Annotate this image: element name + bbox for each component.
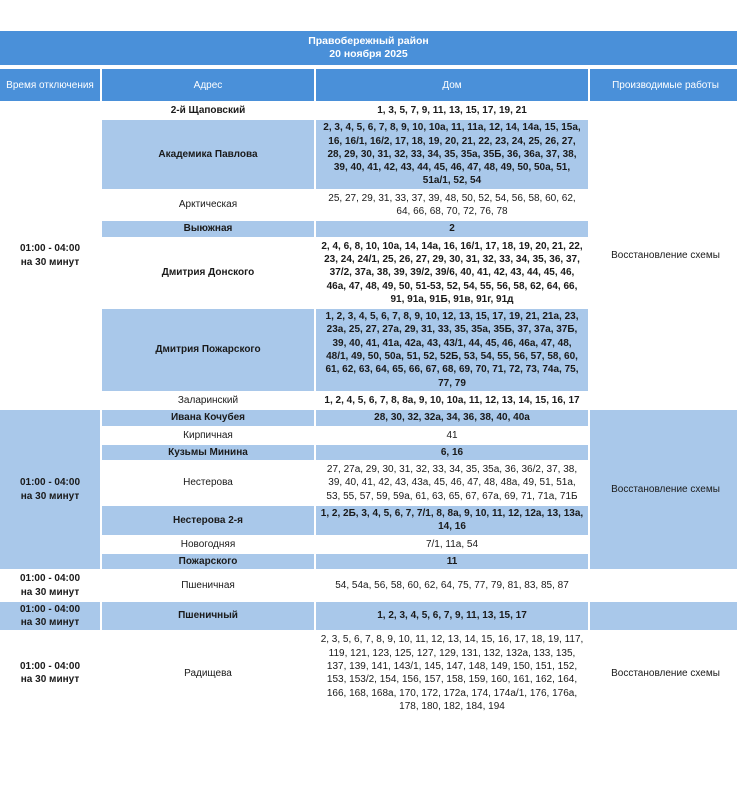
- street-name: Ивана Кочубея: [102, 410, 314, 425]
- house-numbers: 11: [316, 554, 588, 569]
- street-name: Кирпичная: [102, 428, 314, 443]
- table-row: [0, 632, 737, 714]
- title-bar: [0, 31, 737, 65]
- house-numbers: 1, 2, 3, 4, 5, 6, 7, 9, 11, 13, 15, 17: [316, 602, 588, 631]
- street-name: Пшеничный: [102, 602, 314, 631]
- work-description: Восстановление схемы: [590, 103, 737, 408]
- outage-time-line: 01:00 - 04:00: [19, 573, 81, 585]
- outage-time: [0, 410, 100, 569]
- street-name: Арктическая: [102, 191, 314, 220]
- header-address: Адрес: [102, 69, 314, 101]
- house-numbers: 2, 3, 4, 5, 6, 7, 8, 9, 10, 10а, 11, 11а, 12, 14, 14а, 15, 15а, 16, 16/1, 16/2, 17, 18, 19, 20, 21, 22, 23, 24, 25, 26, 27, 28, 29, 30, 31, 32, 33, 34, 35, 35а, 35Б, 36, 36а, 37, 38, 39, 40, 41, 42, 43, 44, 45, 46, 47, 48, 49, 50, 50а, 51, 51а/1, 52, 54: [316, 120, 588, 188]
- outage-time-line: 01:00 - 04:00: [19, 660, 81, 672]
- house-numbers: 1, 2, 2Б, 3, 4, 5, 6, 7, 7/1, 8, 8а, 9, 10, 11, 12, 12а, 13, 13а, 14, 16: [316, 506, 588, 535]
- work-description: [590, 602, 737, 631]
- work-description: Восстановление схемы: [590, 632, 737, 714]
- house-numbers: 1, 2, 3, 4, 5, 6, 7, 8, 9, 10, 12, 13, 15, 17, 19, 21, 21а, 23, 23а, 25, 27, 27а, 29, 31, 33, 35, 35а, 35Б, 37, 37а, 37Б, 39, 40, 41, 41а, 42а, 43, 43/1, 44, 45, 46, 46а, 47, 48, 48/1, 49, 50, 50а, 51, 52, 52Б, 53, 54, 55, 56, 57, 58, 60, 61, 62, 63, 64, 65, 66, 67, 68, 69, 70, 71, 72, 73, 74а, 75, 77, 79: [316, 309, 588, 391]
- street-name: Кузьмы Минина: [102, 445, 314, 460]
- outage-time-line: на 30 минут: [20, 490, 80, 502]
- house-numbers: 25, 27, 29, 31, 33, 37, 39, 48, 50, 52, 54, 56, 58, 60, 62, 64, 66, 68, 70, 72, 76, 78: [316, 191, 588, 220]
- house-numbers: 6, 16: [316, 445, 588, 460]
- street-name: Нестерова 2-я: [102, 506, 314, 535]
- street-name: Пшеничная: [102, 571, 314, 600]
- street-name: Пожарского: [102, 554, 314, 569]
- street-name: Дмитрия Донского: [102, 239, 314, 307]
- outage-time-line: на 30 минут: [20, 256, 80, 268]
- work-description: Восстановление схемы: [590, 410, 737, 569]
- street-name: Радищева: [102, 632, 314, 714]
- house-numbers: 27, 27а, 29, 30, 31, 32, 33, 34, 35, 35а, 36, 36/2, 37, 38, 39, 40, 41, 42, 43, 43а, 45, 46, 47, 48, 48а, 49, 51, 51а, 53, 55, 57, 59, 59а, 61, 63, 65, 67, 67а, 69, 71, 71а, 71Б: [316, 462, 588, 504]
- outage-time-line: на 30 минут: [20, 617, 80, 629]
- house-numbers: 54, 54а, 56, 58, 60, 62, 64, 75, 77, 79, 81, 83, 85, 87: [316, 571, 588, 600]
- house-numbers: 41: [316, 428, 588, 443]
- street-name: Нестерова: [102, 462, 314, 504]
- street-name: Дмитрия Пожарского: [102, 309, 314, 391]
- header-work: Производимые работы: [590, 69, 737, 101]
- street-name: Академика Павлова: [102, 120, 314, 188]
- house-numbers: 28, 30, 32, 32а, 34, 36, 38, 40, 40а: [316, 410, 588, 425]
- house-numbers: 7/1, 11а, 54: [316, 537, 588, 552]
- house-numbers: 1, 2, 4, 5, 6, 7, 8, 8а, 9, 10, 10а, 11, 12, 13, 14, 15, 16, 17: [316, 393, 588, 408]
- street-name: 2-й Щаповский: [102, 103, 314, 118]
- outage-time: [0, 602, 100, 631]
- outage-time: [0, 632, 100, 714]
- work-description: [590, 571, 737, 600]
- house-numbers: 2, 4, 6, 8, 10, 10а, 14, 14а, 16, 16/1, 17, 18, 19, 20, 21, 22, 23, 24, 24/1, 25, 26, 27, 29, 30, 31, 32, 33, 34, 35, 36, 37, 37/2, 37а, 38, 39, 39/2, 39/6, 40, 41, 42, 43, 44, 45, 46, 46а, 47, 48, 49, 50, 51-53, 52, 54, 55, 56, 58, 62, 64, 66, 91, 91а, 91Б, 91в, 91г, 91д: [316, 239, 588, 307]
- date-title: 20 ноября 2025: [329, 48, 408, 60]
- district-title: Правобережный район: [308, 35, 429, 47]
- outage-time-line: 01:00 - 04:00: [19, 603, 81, 615]
- outage-time: [0, 103, 100, 408]
- table-row: [0, 103, 737, 118]
- header-time: Время отключения: [0, 69, 100, 101]
- house-numbers: 1, 3, 5, 7, 9, 11, 13, 15, 17, 19, 21: [316, 103, 588, 118]
- table-row: [0, 571, 737, 600]
- table-body: [0, 103, 737, 714]
- outage-time-line: на 30 минут: [20, 674, 80, 686]
- house-numbers: 2, 3, 5, 6, 7, 8, 9, 10, 11, 12, 13, 14, 15, 16, 17, 18, 19, 117, 119, 121, 123, 125, 127, 129, 131, 132, 132а, 133, 135, 137, 139, 141, 143/1, 145, 147, 148, 149, 150, 151, 152, 153, 153/2, 154, 156, 157, 158, 159, 160, 161, 162, 164, 166, 168, 168а, 170, 172, 172а, 174, 174а/1, 176, 176а, 178, 180, 182, 184, 194: [316, 632, 588, 714]
- outage-time-line: на 30 минут: [20, 586, 80, 598]
- outage-time: [0, 571, 100, 600]
- outage-time-line: 01:00 - 04:00: [19, 477, 81, 489]
- table-row: [0, 602, 737, 631]
- table-header-row: [0, 69, 737, 101]
- table-row: [0, 410, 737, 425]
- street-name: Заларинский: [102, 393, 314, 408]
- house-numbers: 2: [316, 221, 588, 236]
- outage-time-line: 01:00 - 04:00: [19, 243, 81, 255]
- street-name: Выюжная: [102, 221, 314, 236]
- outage-table: [0, 67, 737, 716]
- header-house: Дом: [316, 69, 588, 101]
- street-name: Новогодняя: [102, 537, 314, 552]
